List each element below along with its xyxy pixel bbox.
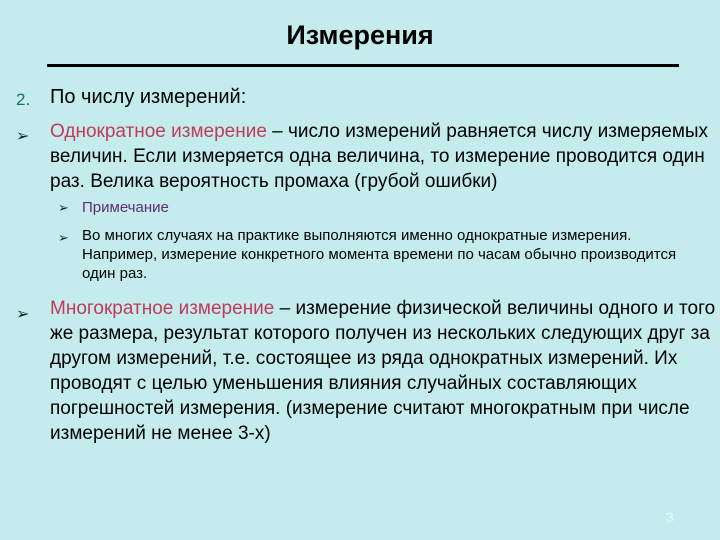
multiple-measurement-paragraph [50,296,718,446]
bullet-arrow-icon: ➢ [58,230,69,245]
single-measurement-definition: – число измерений равняется числу измеряемых величин. Если измеряется одна величина, то измерение проводится один раз. Велика вероятность промаха (грубой ошибки) [50,121,709,192]
intro-heading: По числу измерений: [50,86,247,108]
note-text: Во многих случаях на практике выполняются именно однократные измерения. Например, измерение конкретного момента времени по часам обычно производится один раз. [82,227,677,282]
bullet-arrow-icon: ➢ [16,128,30,145]
bullet-arrow-icon: ➢ [16,306,30,323]
title-divider [47,64,679,67]
note-label: Примечание [82,199,169,216]
slide-title: Измерения [286,20,434,50]
bullet-arrow-icon: ➢ [58,200,69,215]
list-number: 2. [16,90,31,109]
multiple-measurement-definition: – измерение физической величины одного и того же размера, результат которого получен из нескольких следующих друг за другом измерений, т.е. состоящее из ряда однократных измерений. Их проводят с целью уменьшения влияния случайных составляющих погрешностей измерения. (измерение считают многократным при числе измерений не менее 3-х) [50,298,716,444]
page-number: 3 [666,509,674,525]
single-measurement-paragraph [50,119,710,194]
single-measurement-term: Однократное измерение [50,121,267,142]
multiple-measurement-term: Многократное измерение [50,298,275,319]
